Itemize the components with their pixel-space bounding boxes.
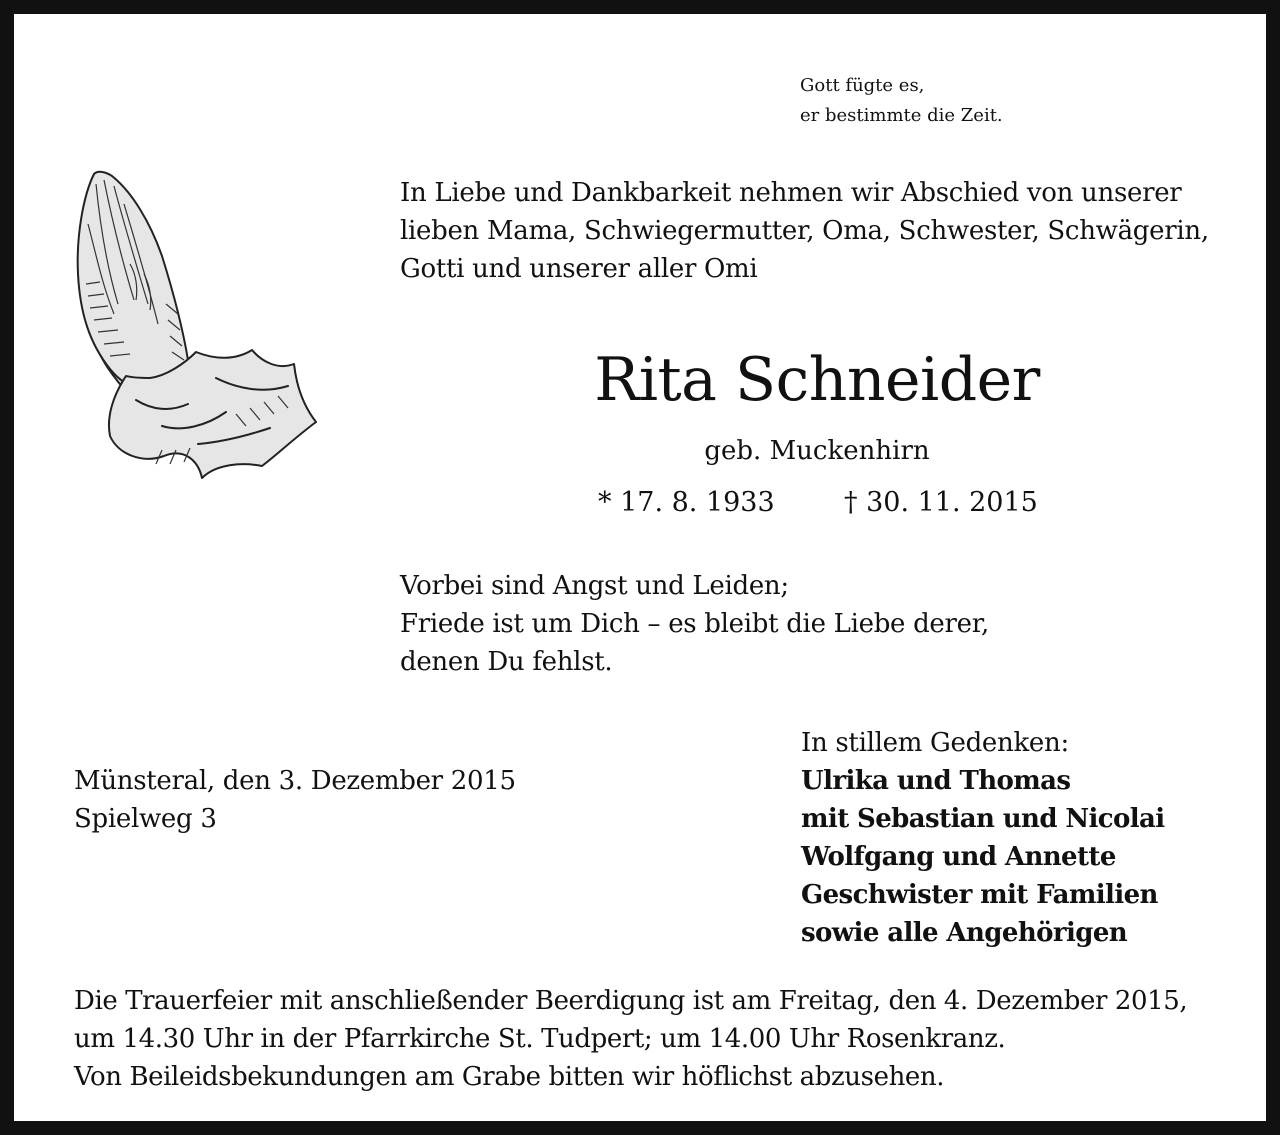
birth-name: geb. Muckenhirn — [704, 436, 930, 466]
funeral-service-info — [74, 982, 1187, 1096]
mourner-name: mit Sebastian und Nicolai — [801, 804, 1165, 834]
address-line: Spielweg 3 — [74, 804, 217, 834]
motto-line: er bestimmte die Zeit. — [800, 105, 1003, 126]
mourner-name: Ulrika und Thomas — [801, 766, 1071, 796]
verse-line: Friede ist um Dich – es bleibt die Liebe derer, — [400, 609, 989, 639]
service-line: Die Trauerfeier mit anschließender Beerdigung ist am Freitag, den 4. Dezember 2015, — [74, 986, 1188, 1016]
mourner-name: sowie alle Angehörigen — [801, 918, 1128, 948]
verse — [400, 567, 989, 681]
intro-line: In Liebe und Dankbarkeit nehmen wir Abschied von unserer — [400, 178, 1182, 208]
motto-line: Gott fügte es, — [800, 75, 925, 96]
mourners-block — [801, 724, 1165, 952]
verse-line: Vorbei sind Angst und Leiden; — [400, 571, 789, 601]
intro-text — [400, 174, 1209, 288]
birth-date: * 17. 8. 1933 — [598, 487, 775, 518]
motto — [800, 71, 1003, 131]
intro-line: Gotti und unserer aller Omi — [400, 254, 758, 284]
mourner-name: Wolfgang und Annette — [801, 842, 1116, 872]
mourner-name: Geschwister mit Familien — [801, 880, 1158, 910]
mourners-heading: In stillem Gedenken: — [801, 728, 1069, 758]
intro-line: lieben Mama, Schwiegermutter, Oma, Schwester, Schwägerin, — [400, 216, 1209, 246]
praying-hands-icon — [66, 164, 326, 484]
death-date: † 30. 11. 2015 — [844, 487, 1038, 518]
service-line: um 14.30 Uhr in der Pfarrkirche St. Tudpert; um 14.00 Uhr Rosenkranz. — [74, 1024, 1006, 1054]
verse-line: denen Du fehlst. — [400, 647, 613, 677]
place-date-line: Münsteral, den 3. Dezember 2015 — [74, 766, 516, 796]
deceased-name: Rita Schneider — [594, 345, 1040, 415]
place-and-address — [74, 762, 516, 838]
service-line: Von Beileidsbekundungen am Grabe bitten wir höflichst abzusehen. — [74, 1062, 945, 1092]
